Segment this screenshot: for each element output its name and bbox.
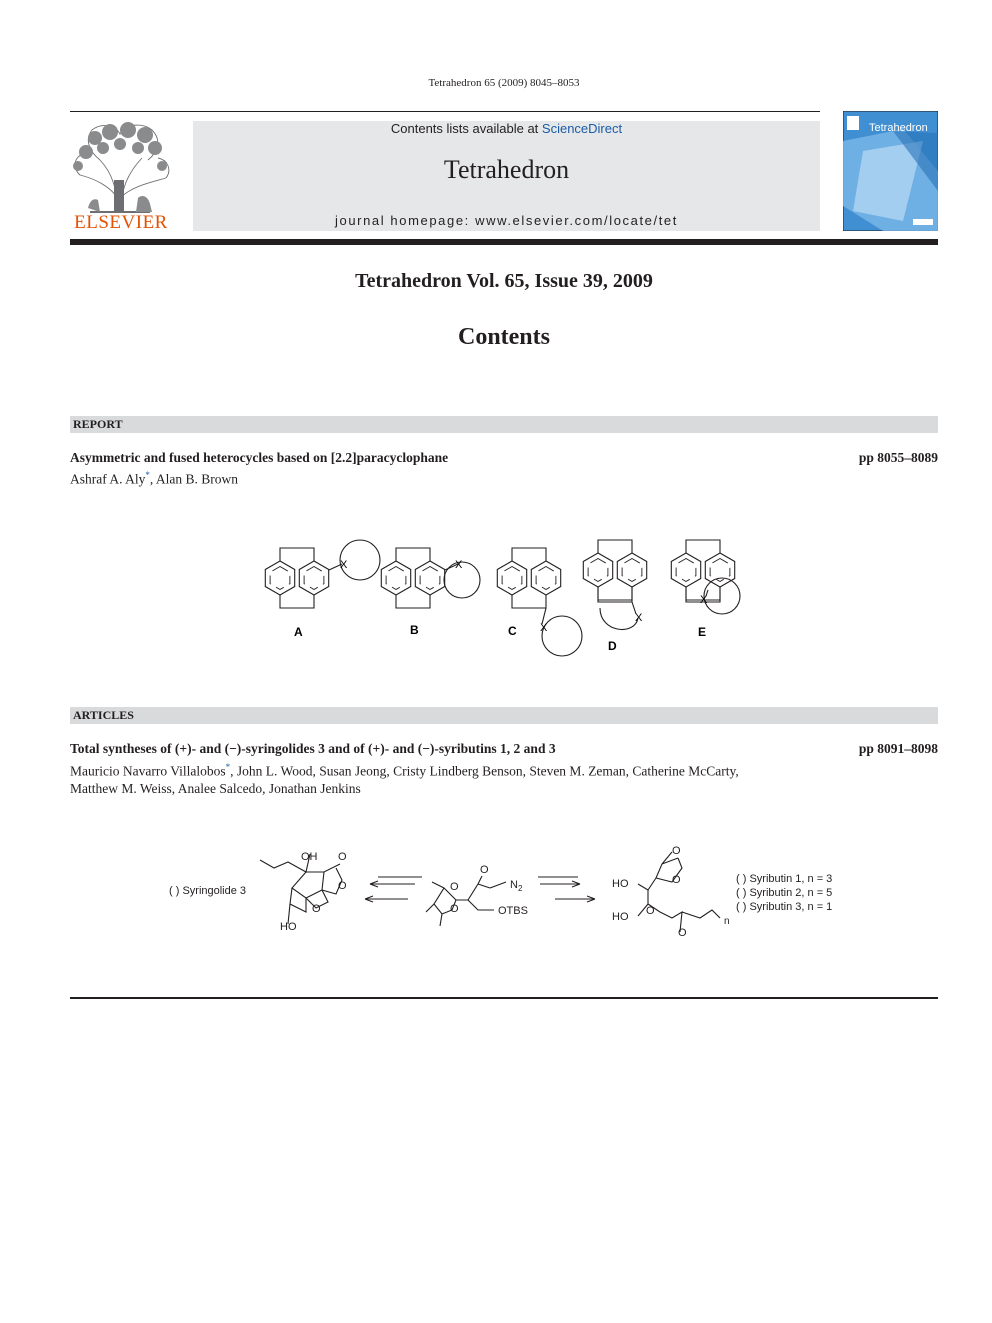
ring-o-label: O [672,874,681,886]
syributin-label-3: ( ) Syributin 3, n = 1 [736,901,833,913]
header-rule [70,111,820,112]
elsevier-logo[interactable] [70,120,172,232]
x-label: X [700,594,708,606]
available-prefix: Contents lists available at [390,121,542,136]
otbs-label: OTBS [498,905,528,917]
article-authors [70,759,830,797]
page-range: pp 8055–8089 [858,450,938,465]
oh-label: OH [301,851,318,863]
graphical-abstract-synthesis-scheme [160,842,860,952]
ester-o-label: O [646,905,655,917]
section-header-report [70,416,938,433]
issue-title: Tetrahedron Vol. 65, Issue 39, 2009 [355,270,653,292]
ho-label: HO [280,921,297,933]
article-title[interactable]: Total syntheses of (+)- and (−)-syringolides 3 and of (+)- and (−)-syributins 1, 2 and 3 [70,741,556,756]
syributin-label-1: ( ) Syributin 1, n = 3 [736,873,833,885]
cover-title: Tetrahedron [869,122,928,134]
journal-cover-image [843,111,938,231]
n2-label: $N_2$ [510,879,523,893]
corresponding-author-star[interactable]: * [225,762,231,772]
contents-heading: Contents [457,324,550,350]
page-range: pp 8091–8098 [858,741,938,756]
compound-label-a: A [294,625,303,639]
author-names-line2: Matthew M. Weiss, Analee Salcedo, Jonathan Jenkins [70,780,361,796]
ho-label: HO [612,911,629,923]
header-thick-rule [70,239,938,245]
ring-o-label: O [450,903,459,915]
section-title: ARTICLES [73,708,134,722]
section-header-articles [70,707,938,724]
x-label: X [635,612,643,624]
compound-label-b: B [410,623,419,637]
carbonyl-o-label: O [338,851,347,863]
x-label: X [540,622,548,634]
author-names: , Alan B. Brown [149,471,239,487]
ring-o-label: O [338,880,347,892]
author-name: Mauricio Navarro Villalobos [70,763,226,779]
syringolide-label: ( ) Syringolide 3 [169,885,247,897]
carbonyl-o-label: O [672,845,681,857]
article-title[interactable]: Asymmetric and fused heterocycles based on [2.2]paracyclophane [70,450,449,465]
n-label: n [724,916,730,927]
journal-title: Tetrahedron [443,155,570,184]
carbonyl-o-label: O [480,864,489,876]
author-names: , John L. Wood, Susan Jeong, Cristy Lindberg Benson, Steven M. Zeman, Catherine McCarty, [230,763,739,779]
section-title: REPORT [73,417,123,431]
journal-banner [193,121,820,231]
compound-label-d: D [608,639,617,653]
compound-label-e: E [698,625,707,639]
author-name: Ashraf A. Aly [70,471,146,487]
contents-available [193,121,820,136]
article-authors [70,467,238,488]
ho-label: HO [612,878,629,890]
ring-o-label: O [312,903,321,915]
syributin-label-2: ( ) Syributin 2, n = 5 [736,887,833,899]
corresponding-author-star[interactable]: * [145,470,150,480]
journal-citation: Tetrahedron 65 (2009) 8045–8053 [428,77,580,89]
carbonyl-o-label: O [678,927,687,939]
compound-label-c: C [508,624,517,638]
x-label: X [340,559,348,571]
elsevier-wordmark: ELSEVIER [74,212,168,233]
footer-rule [70,997,938,999]
journal-homepage[interactable]: journal homepage: www.elsevier.com/locate/tet [335,213,678,228]
ring-o-label: O [450,881,459,893]
x-label: X [455,559,463,571]
sciencedirect-link[interactable]: ScienceDirect [541,121,623,136]
graphical-abstract-paracyclophanes [250,528,760,658]
